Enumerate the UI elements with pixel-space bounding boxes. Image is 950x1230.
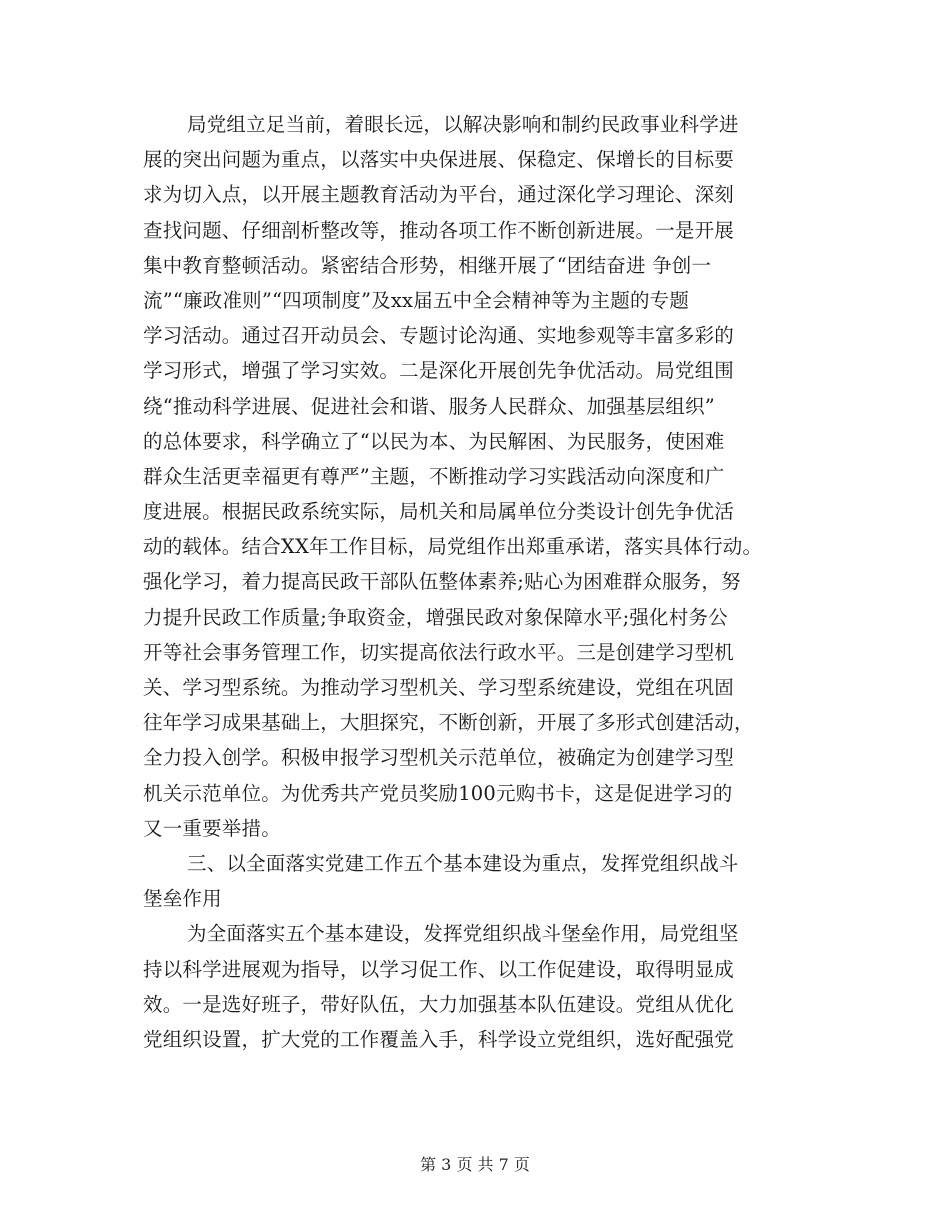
paragraph-line: 强化学习，着力提高民政干部队伍整体素养;贴心为困难群众服务，努	[143, 570, 741, 594]
paragraph-line: 效。一是选好班子，带好队伍，大力加强基本队伍建设。党组从优化	[143, 992, 735, 1016]
paragraph-line: 绕“推动科学进展、促进社会和谐、服务人民群众、加强基层组织”	[143, 394, 715, 418]
paragraph-line: 群众生活更幸福更有尊严”主题，不断推动学习实践活动向深度和广	[143, 464, 725, 488]
page-number-footer: 第 3 页 共 7 页	[420, 1155, 530, 1174]
section-heading-line: 堡垒作用	[143, 887, 222, 911]
paragraph-line: 机关示范单位。为优秀共产党员奖励100元购书卡，这是促进学习的	[143, 781, 733, 805]
paragraph-line: 全力投入创学。积极申报学习型机关示范单位，被确定为创建学习型	[143, 746, 735, 770]
section-heading-line: 三、以全面落实党建工作五个基本建设为重点，发挥党组织战斗	[187, 851, 739, 875]
paragraph-line: 求为切入点，以开展主题教育活动为平台，通过深化学习理论、深刻	[143, 183, 735, 207]
paragraph-line: 动的载体。结合XX年工作目标，局党组作出郑重承诺，落实具体行动。	[143, 535, 763, 559]
paragraph-line: 的总体要求，科学确立了“以民为本、为民解困、为民服务，使困难	[143, 429, 725, 453]
paragraph-line: 往年学习成果基础上，大胆探究，不断创新，开展了多形式创建活动，	[143, 711, 754, 735]
paragraph-line: 流”“廉政准则”“四项制度”及xx届五中全会精神等为主题的专题	[143, 288, 690, 312]
paragraph-line: 展的突出问题为重点，以落实中央保进展、保稳定、保增长的目标要	[143, 148, 735, 172]
paragraph-line: 党组织设置，扩大党的工作覆盖入手，科学设立党组织，选好配强党	[143, 1027, 735, 1051]
paragraph-line: 力提升民政工作质量;争取资金，增强民政对象保障水平;强化村务公	[143, 605, 728, 629]
paragraph-line: 局党组立足当前，着眼长远，以解决影响和制约民政事业科学进	[187, 113, 739, 136]
paragraph-line: 又一重要举措。	[143, 816, 281, 840]
paragraph-line: 开等社会事务管理工作，切实提高依法行政水平。三是创建学习型机	[143, 640, 735, 664]
paragraph-line: 学习形式，增强了学习实效。二是深化开展创先争优活动。局党组围	[143, 359, 735, 383]
paragraph-line: 关、学习型系统。为推动学习型机关、学习型系统建设，党组在巩固	[143, 676, 735, 699]
paragraph-line: 持以科学进展观为指导，以学习促工作、以工作促建设，取得明显成	[143, 957, 735, 981]
paragraph-line: 学习活动。通过召开动员会、专题讨论沟通、实地参观等丰富多彩的	[143, 324, 735, 348]
paragraph-line: 集中教育整顿活动。紧密结合形势，相继开展了“团结奋进 争创一	[143, 253, 712, 277]
paragraph-line: 度进展。根据民政系统实际，局机关和局属单位分类设计创先争优活	[143, 500, 735, 524]
paragraph-line: 查找问题、仔细剖析整改等，推动各项工作不断创新进展。一是开展	[143, 218, 735, 242]
paragraph-line: 为全面落实五个基本建设，发挥党组织战斗堡垒作用，局党组坚	[187, 922, 739, 946]
document-body	[143, 107, 813, 1057]
